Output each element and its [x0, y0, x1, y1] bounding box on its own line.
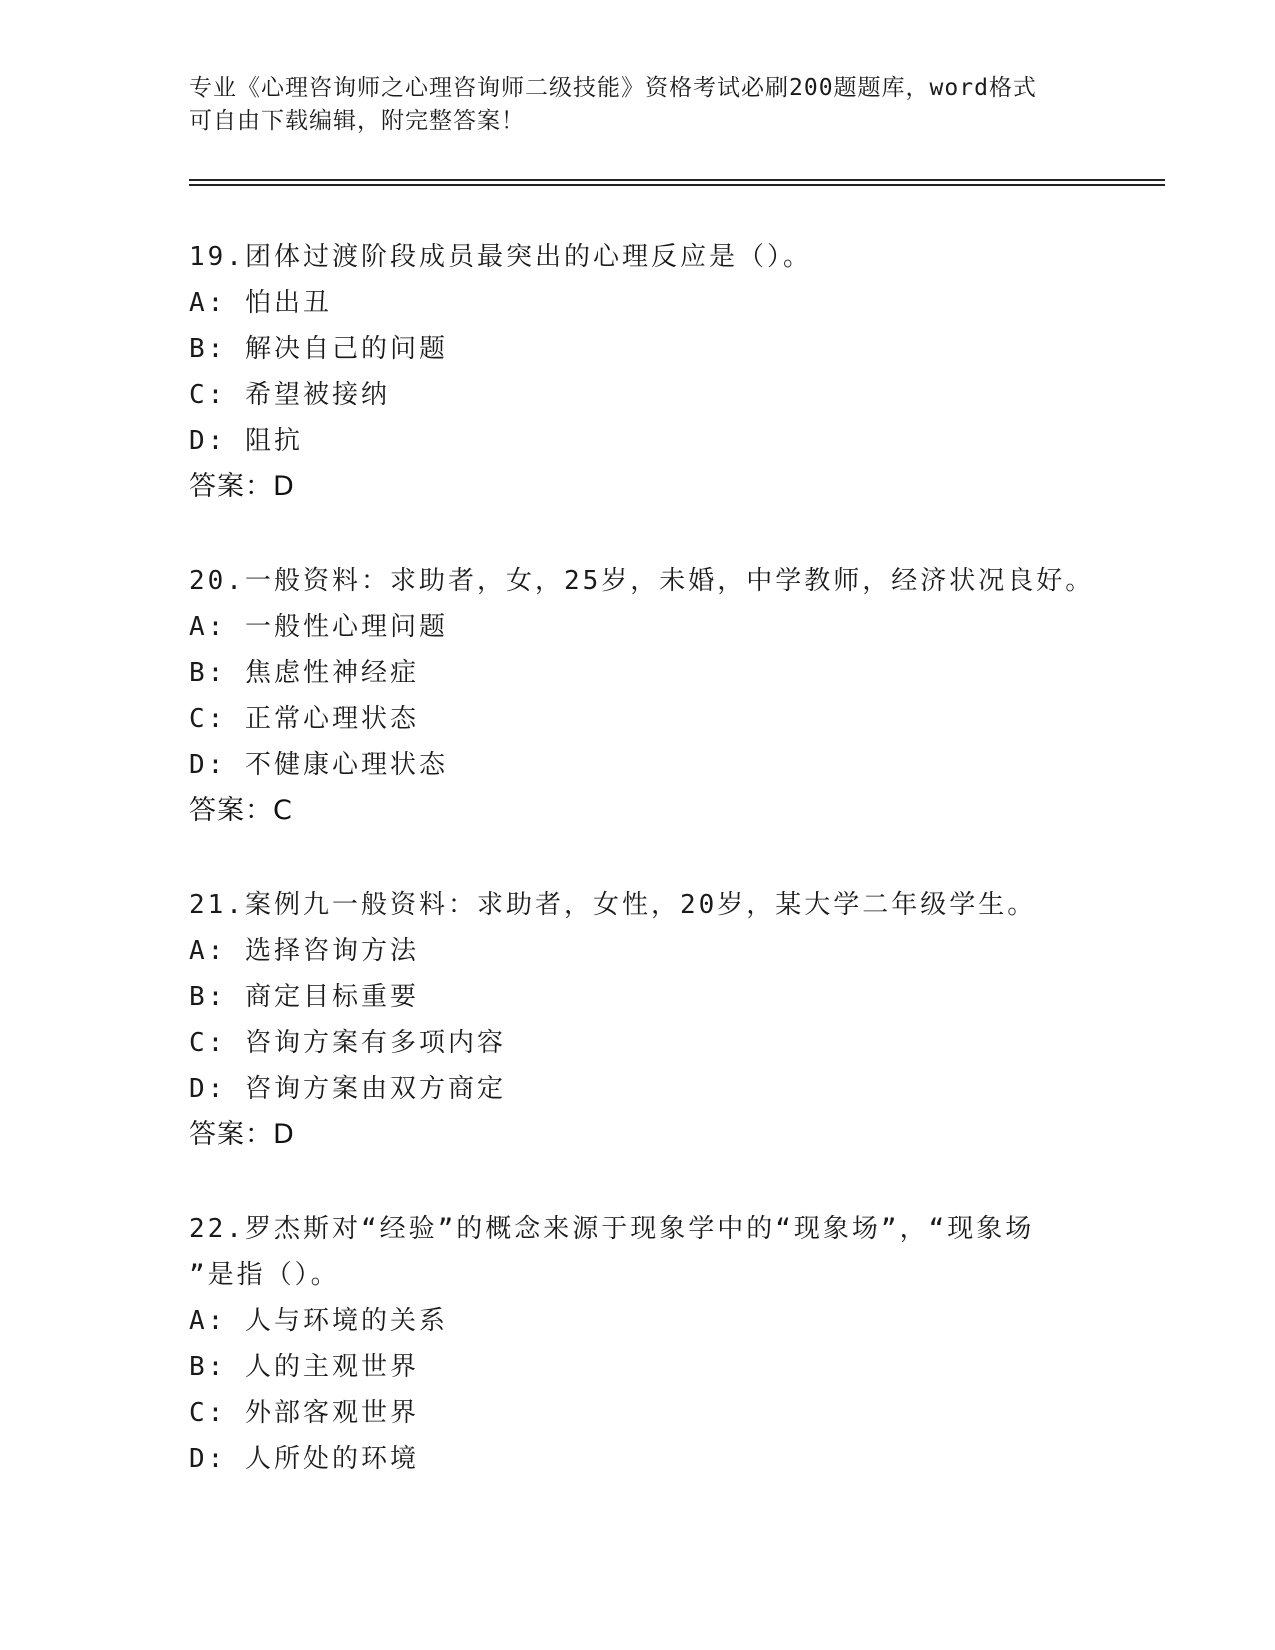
question-stem-line-2: ”是指（）。 [189, 1260, 340, 1290]
question-19 [189, 234, 1089, 510]
document-header [189, 72, 1089, 138]
answer-label: 答案：D [189, 1119, 295, 1150]
option-a: A: 选择咨询方法 [189, 936, 419, 966]
question-21 [189, 882, 1089, 1158]
question-22 [189, 1206, 1089, 1482]
header-line-2: 可自由下载编辑，附完整答案！ [189, 108, 525, 134]
question-stem: 21.案例九一般资料：求助者，女性，20岁，某大学二年级学生。 [189, 890, 1037, 920]
option-a: A: 怕出丑 [189, 288, 332, 318]
answer-label: 答案：C [189, 795, 293, 826]
option-d: D: 不健康心理状态 [189, 750, 448, 780]
option-b: B: 人的主观世界 [189, 1352, 419, 1382]
question-20 [189, 558, 1095, 834]
option-c: C: 外部客观世界 [189, 1398, 419, 1428]
option-b: B: 解决自己的问题 [189, 334, 448, 364]
option-b: B: 商定目标重要 [189, 982, 419, 1012]
header-line-1: 专业《心理咨询师之心理咨询师二级技能》资格考试必刷200题题库，word格式 [189, 75, 1037, 101]
header-divider-bottom [189, 184, 1165, 186]
option-d: D: 咨询方案由双方商定 [189, 1074, 506, 1104]
option-d: D: 阻抗 [189, 426, 303, 456]
header-divider-top [189, 179, 1165, 181]
option-a: A: 人与环境的关系 [189, 1306, 448, 1336]
option-a: A: 一般性心理问题 [189, 612, 448, 642]
option-d: D: 人所处的环境 [189, 1444, 419, 1474]
question-list [189, 234, 1095, 1530]
question-stem: 19.团体过渡阶段成员最突出的心理反应是（）。 [189, 242, 812, 272]
option-c: C: 正常心理状态 [189, 704, 419, 734]
question-stem: 20.一般资料：求助者，女，25岁，未婚，中学教师，经济状况良好。 [189, 566, 1095, 596]
answer-label: 答案：D [189, 471, 295, 502]
option-c: C: 咨询方案有多项内容 [189, 1028, 506, 1058]
option-b: B: 焦虑性神经症 [189, 658, 419, 688]
option-c: C: 希望被接纳 [189, 380, 390, 410]
question-stem-line-1: 22.罗杰斯对“经验”的概念来源于现象学中的“现象场”，“现象场 [189, 1214, 1035, 1244]
